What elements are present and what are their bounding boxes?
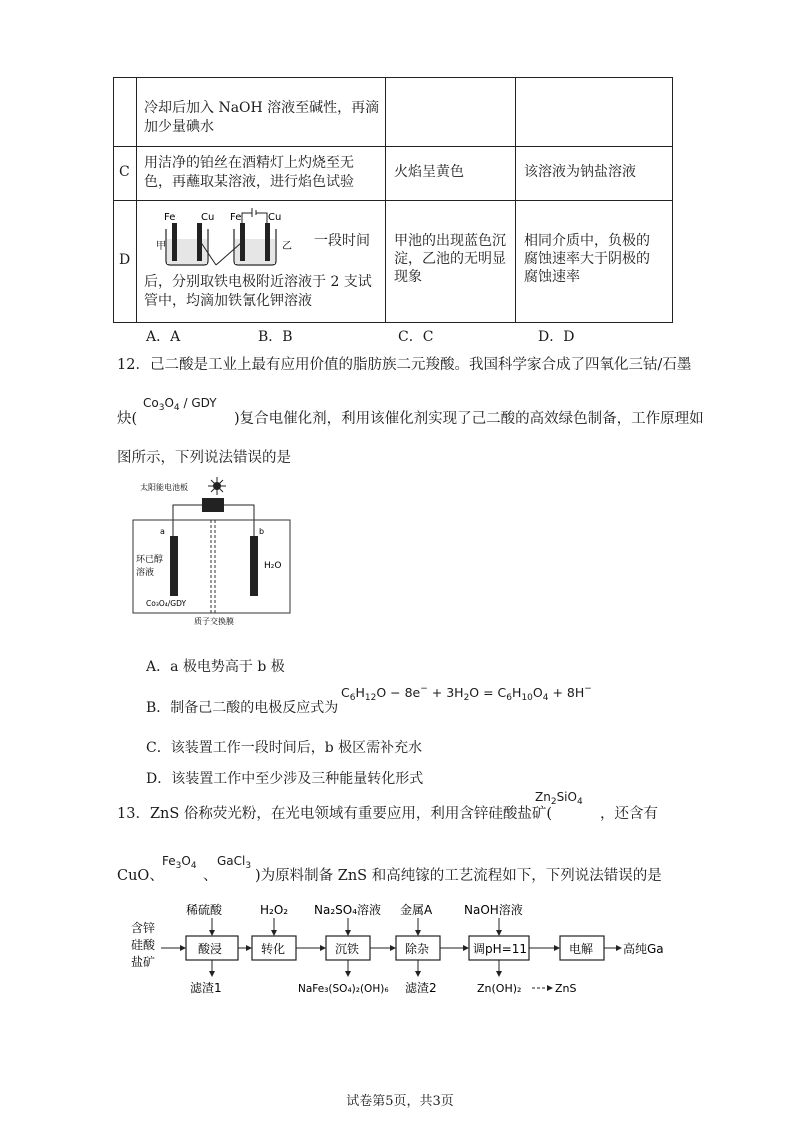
step-impurity-removal: 除杂 [405, 942, 430, 956]
q11-option-c: C．C [398, 329, 434, 345]
row-c-conclusion: 该溶液为钠盐溶液 [524, 164, 636, 180]
q12-stem-line2-pre: 炔( [117, 411, 138, 427]
q12-catalyst-formula: $Co_3O_4$ / GDY [143, 396, 217, 413]
q13-formula-fe3o4: $Fe_3O_4$ [162, 854, 197, 871]
step-acid-leach: 酸浸 [198, 942, 223, 956]
raw-material-line2: 硅酸 [131, 938, 156, 952]
q12-option-b-pre: B．制备己二酸的电极反应式为 [146, 700, 339, 716]
catalyst-label: Co₃O₄/GDY [146, 599, 187, 608]
page-footer: 试卷第5页，共3页 [346, 1094, 454, 1109]
residue-2: 滤渣2 [405, 981, 437, 995]
residue-jarosite: NaFe₃(SO₄)₂(OH)₆ [298, 983, 389, 995]
step-iron-precipitation: 沉铁 [335, 942, 360, 956]
step-adjust-ph: 调pH=11 [473, 942, 527, 956]
raw-material-line3: 盐矿 [131, 955, 156, 969]
row-cont-experiment-line1: 冷却后加入 NaOH 溶液至碱性，再滴 [144, 100, 380, 116]
row-d-conclusion-line3: 腐蚀速率 [524, 269, 580, 285]
solar-panel-icon [202, 498, 224, 512]
electrode-b-label: b [259, 527, 265, 536]
row-d-experiment-line2: 管中，均滴加铁氰化钾溶液 [144, 293, 312, 309]
q11-option-b: B．B [258, 329, 293, 345]
row-cont-experiment-line2: 加少量碘水 [144, 119, 214, 135]
electrode-a-label: a [160, 527, 165, 536]
q13-formula-gacl3: GaCl$_3$ [217, 854, 252, 871]
raw-material-line1: 含锌 [131, 921, 156, 935]
reagent-naoh: NaOH溶液 [464, 903, 523, 917]
q13-stem-line1-pre: 13．ZnS 俗称荧光粉，在光电领域有重要应用，利用含锌硅酸盐矿( [117, 806, 553, 822]
left-solution-label-1: 环已醇 [136, 555, 164, 565]
q12-stem-line1: 12．己二酸是工业上最有应用价值的脂肪族二元羧酸。我国科学家合成了四氧化三钴/石墨 [117, 357, 692, 373]
q12-stem-line2-post: )复合电催化剂，利用该催化剂实现了己二酸的高效绿色制备，工作原理如 [234, 411, 704, 427]
q13-stem-line1-post: ，还含有 [600, 806, 658, 822]
row-c-experiment-line1: 用洁净的铂丝在酒精灯上灼烧至无 [144, 155, 354, 171]
row-c-experiment-line2: 色，再蘸取某溶液，进行焰色试验 [144, 174, 354, 190]
q11-option-d: D．D [538, 329, 575, 345]
q12-option-d: D．该装置工作中至少涉及三种能量转化形式 [146, 771, 424, 787]
fig-fe1-label: Fe [164, 212, 176, 223]
q11-option-a: A．A [146, 329, 181, 345]
electrolysis-cell-figure [130, 476, 295, 628]
row-d-phenomenon-line1: 甲池的出现蓝色沉 [394, 233, 506, 249]
fig-jia-label: 甲 [156, 241, 166, 252]
reagent-na2so4: Na₂SO₄溶液 [314, 903, 382, 917]
row-c-label: C [119, 164, 130, 180]
q12-option-c: C．该装置工作一段时间后，b 极区需补充水 [146, 740, 423, 756]
row-d-experiment-after-fig: 一段时间 [314, 233, 370, 249]
row-c-phenomenon: 火焰呈黄色 [394, 164, 464, 180]
q13-stem-line2-pre: CuO、 [117, 868, 164, 884]
row-d-phenomenon-line2: 淀，乙池的无明显 [394, 251, 506, 267]
q12-option-b-formula: $C_6H_{12}O - 8e^- + 3H_2O = C_6H_{10}O_4 + 8H^-$ [341, 684, 592, 703]
membrane-label: 质子交换膜 [194, 617, 234, 626]
fig-cu2-label: Cu [268, 212, 282, 223]
reagent-h2o2: H₂O₂ [260, 903, 289, 917]
sun-icon [208, 477, 226, 495]
q13-stem-line2-sep: 、 [203, 868, 218, 884]
product-zns: ZnS [555, 982, 577, 995]
reagent-metal-a: 金属A [400, 903, 433, 917]
solar-panel-label: 太阳能电池板 [140, 483, 188, 492]
row-d-conclusion-line1: 相同介质中，负极的 [524, 233, 650, 249]
residue-1: 滤渣1 [190, 981, 222, 995]
row-d-conclusion-line2: 腐蚀速率大于阴极的 [524, 251, 650, 267]
row-d-experiment-line1: 后，分别取铁电极附近溶液于 2 支试 [144, 274, 372, 290]
row-d-label: D [119, 252, 131, 268]
product-high-purity-ga: 高纯Ga [623, 942, 664, 956]
right-solution-label: H₂O [264, 561, 282, 571]
q13-mineral-formula: $Zn_2SiO_4$ [535, 790, 583, 807]
fig-fe2-label: Fe [230, 212, 242, 223]
corrosion-cells-figure [140, 203, 310, 269]
process-flow-diagram [128, 900, 688, 1005]
step-electrolysis: 电解 [569, 942, 594, 956]
residue-zn-oh2: Zn(OH)₂ [477, 982, 522, 995]
left-solution-label-2: 溶液 [136, 568, 155, 578]
row-d-phenomenon-line3: 现象 [394, 269, 422, 285]
q12-option-a: A．a 极电势高于 b 极 [146, 659, 285, 675]
step-conversion: 转化 [261, 942, 286, 956]
fig-cu1-label: Cu [201, 212, 215, 223]
fig-yi-label: 乙 [282, 241, 292, 252]
q13-stem-line2-post: )为原料制备 ZnS 和高纯镓的工艺流程如下，下列说法错误的是 [255, 868, 662, 884]
q12-stem-line3: 图所示，下列说法错误的是 [117, 450, 291, 466]
reagent-dilute-h2so4: 稀硫酸 [186, 903, 223, 917]
